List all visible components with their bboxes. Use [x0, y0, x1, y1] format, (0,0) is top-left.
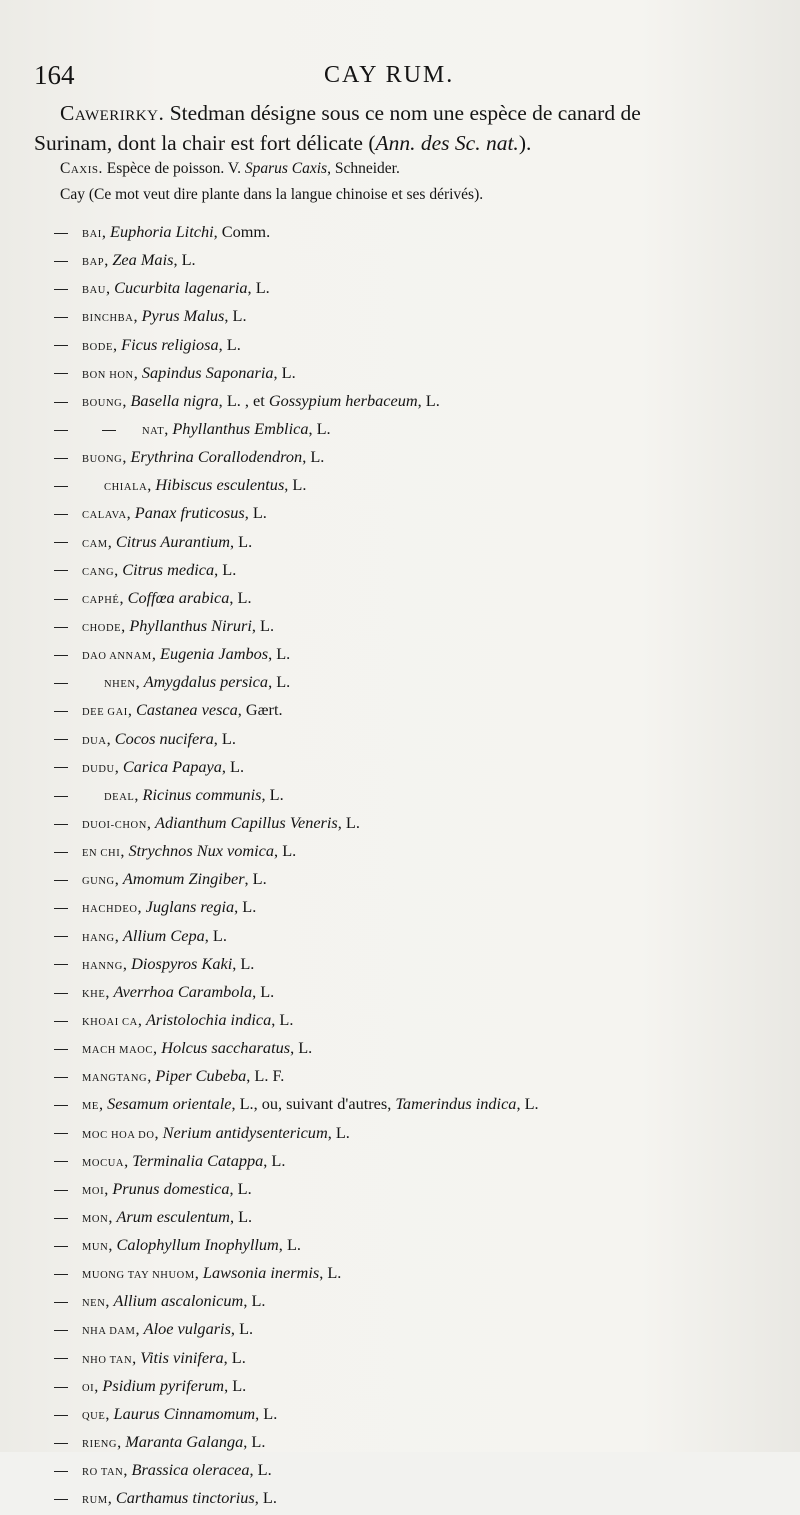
author-abbrev: , L. — [254, 1488, 277, 1508]
dash-mark — [54, 458, 68, 459]
list-item — [54, 471, 774, 499]
separator: , — [134, 784, 143, 804]
plant-vernacular-name: KHE — [82, 988, 106, 1000]
plant-vernacular-name: EN CHI — [82, 848, 121, 860]
list-item — [54, 1175, 774, 1203]
list-item — [54, 612, 774, 640]
separator: , — [105, 1403, 114, 1423]
plant-vernacular-name: HANG — [82, 932, 115, 944]
page-number: 164 — [34, 60, 75, 90]
plant-vernacular-name: MOCUA — [82, 1157, 125, 1169]
plant-vernacular-name: BAI — [82, 229, 102, 240]
running-head: CAY RUM. — [324, 62, 455, 88]
plant-vernacular-name: DEE GAI — [82, 707, 128, 719]
plant-vernacular-name: NHEN — [104, 679, 136, 691]
latin-name: Cocos nucifera — [114, 728, 214, 748]
separator: , — [135, 1319, 144, 1339]
author-abbrev: , L. — [223, 1347, 246, 1367]
separator: , — [154, 1122, 163, 1142]
separator: , — [114, 756, 123, 776]
author-abbrev: , L. — [213, 728, 236, 748]
separator: , — [151, 644, 161, 664]
list-item — [54, 359, 774, 387]
latin-name: Vitis vinifera — [140, 1347, 224, 1367]
list-item — [54, 781, 774, 809]
latin-name: Ricinus communis — [142, 784, 262, 804]
dash-mark — [54, 599, 68, 600]
author-abbrev: , L. , et — [218, 390, 269, 410]
separator: , — [133, 362, 142, 382]
separator: , — [135, 672, 144, 692]
plant-vernacular-name: KHOAI CA — [82, 1016, 138, 1028]
plant-vernacular-name: RO TAN — [82, 1467, 124, 1479]
author-abbrev: , L. — [224, 306, 247, 326]
latin-name: Arum esculentum — [116, 1206, 230, 1226]
plant-vernacular-name: BINCHBA — [82, 313, 134, 325]
dash-mark — [54, 683, 68, 684]
plant-vernacular-name: QUE — [82, 1410, 106, 1422]
latin-name: Lawsonia inermis — [202, 1263, 320, 1283]
author-abbrev: , Comm. — [213, 222, 271, 241]
list-item — [54, 1090, 774, 1118]
separator: , — [133, 306, 142, 326]
latin-name: Basella nigra — [130, 390, 219, 410]
cawerirky-citation: Ann. des Sc. nat. — [375, 131, 519, 155]
author-abbrev: , L. — [247, 278, 270, 298]
entry-cay — [60, 186, 483, 204]
latin-name: Castanea vesca — [136, 700, 238, 720]
dash-mark — [54, 1218, 68, 1219]
dash-mark — [54, 514, 68, 515]
latin-name-alt: Gossypium herbaceum — [268, 390, 418, 410]
latin-name: Cucurbita lagenaria — [114, 278, 248, 298]
latin-name: Carthamus tinctorius — [115, 1488, 255, 1508]
separator: , — [123, 1460, 132, 1480]
list-item — [54, 837, 774, 865]
author-abbrev: , L. — [204, 925, 227, 945]
plant-vernacular-name: DEAL — [104, 791, 135, 803]
separator: , — [106, 728, 115, 748]
plant-vernacular-name: BAU — [82, 285, 106, 297]
author-abbrev: , L. — [173, 250, 196, 270]
separator: , — [112, 334, 122, 354]
author-abbrev: , L. — [251, 615, 275, 635]
plant-vernacular-name: CHODE — [82, 622, 122, 634]
headword-cawerirky: Cawerirky. — [60, 101, 165, 125]
latin-name: Brassica oleracea — [131, 1460, 250, 1480]
plant-vernacular-name: BOUNG — [82, 397, 123, 409]
cawerirky-line-2 — [34, 128, 780, 158]
dash-mark — [54, 796, 68, 797]
latin-name: Sapindus Saponaria — [141, 362, 274, 382]
list-item — [54, 640, 774, 668]
separator: , — [104, 1178, 113, 1198]
list-item — [54, 302, 774, 330]
list-item — [54, 753, 774, 781]
latin-name: Allium ascalonicum — [113, 1291, 244, 1311]
separator: , — [164, 418, 173, 438]
list-item — [54, 218, 774, 246]
plant-vernacular-name: OI — [82, 1382, 95, 1394]
dash-mark — [54, 373, 68, 374]
list-item — [54, 556, 774, 584]
author-abbrev-alt: , L. — [516, 1094, 539, 1114]
author-abbrev: , L. — [243, 1291, 266, 1311]
plant-vernacular-name: CAPHÉ — [82, 594, 120, 606]
list-item — [54, 1456, 774, 1484]
list-item — [54, 809, 774, 837]
plant-vernacular-name: RIENG — [82, 1439, 118, 1451]
dash-mark — [54, 542, 68, 543]
latin-name: Hibiscus esculentus — [155, 475, 285, 495]
list-item — [54, 1259, 774, 1287]
plant-vernacular-name: DUA — [82, 735, 107, 747]
latin-name: Adianthum Capillus Veneris — [155, 812, 338, 832]
dash-mark — [54, 993, 68, 994]
list-item — [54, 246, 774, 274]
dash-mark — [54, 1133, 68, 1134]
dash-mark — [54, 880, 68, 881]
plant-vernacular-name: NHA DAM — [82, 1326, 136, 1338]
caxis-latin: Sparus Caxis — [244, 160, 328, 177]
latin-name: Sesamum orientale — [107, 1094, 232, 1114]
list-item — [54, 1287, 774, 1315]
author-abbrev: , L. — [263, 1150, 286, 1170]
author-abbrev: , L. — [290, 1038, 313, 1058]
dash-mark — [54, 1161, 68, 1162]
author-abbrev: , L. — [337, 812, 360, 832]
dash-mark — [54, 1077, 68, 1078]
author-abbrev: , L. — [252, 981, 275, 1001]
latin-name: Erythrina Corallodendron — [130, 447, 303, 467]
latin-name: Coffœa arabica — [127, 587, 230, 607]
dash-mark — [54, 345, 68, 346]
list-item — [54, 1484, 774, 1512]
caxis-text-1: Espèce de poisson. V. — [102, 160, 245, 177]
author-abbrev: , L. — [244, 869, 267, 889]
separator: , — [98, 1094, 108, 1114]
author-abbrev: , L. F. — [246, 1066, 285, 1086]
latin-name: Eugenia Jambos — [160, 644, 269, 664]
separator: , — [147, 475, 156, 495]
author-abbrev: , L. — [274, 841, 297, 861]
latin-name: Euphoria Litchi — [110, 222, 214, 241]
dash-mark — [54, 1274, 68, 1275]
dash-mark — [54, 1443, 68, 1444]
list-item — [54, 1344, 774, 1372]
author-abbrev: , L. — [302, 447, 325, 467]
separator: , — [117, 1432, 126, 1452]
author-abbrev: , L. — [273, 362, 296, 382]
dash-mark — [54, 1358, 68, 1359]
plant-vernacular-name: NAT — [142, 425, 165, 437]
latin-name: Laurus Cinnamomum — [113, 1403, 256, 1423]
latin-name: Psidium pyriferum — [102, 1375, 225, 1395]
author-abbrev: , L. — [284, 475, 307, 495]
author-abbrev: , L. — [224, 1375, 247, 1395]
dash-mark — [54, 824, 68, 825]
latin-name: Diospyros Kaki — [131, 953, 233, 973]
separator: , — [107, 531, 116, 551]
plant-vernacular-name: BON HON — [82, 369, 134, 381]
list-item — [54, 415, 774, 443]
separator: , — [137, 1009, 146, 1029]
plant-vernacular-name: HACHDEO — [82, 904, 138, 916]
author-abbrev: , L. — [268, 644, 291, 664]
list-item — [54, 978, 774, 1006]
separator: , — [122, 953, 132, 973]
separator: , — [105, 1291, 114, 1311]
entry-list — [54, 218, 774, 1512]
latin-name: Amomum Zingiber — [122, 869, 245, 889]
latin-name: Pyrus Malus — [141, 306, 225, 326]
dash-mark — [54, 1302, 68, 1303]
dash-mark — [54, 627, 68, 628]
cawerirky-text-1: Stedman désigne sous ce nom une espèce de canard de — [164, 101, 641, 125]
list-item — [54, 1400, 774, 1428]
latin-name: Aloe vulgaris — [143, 1319, 231, 1339]
latin-name: Holcus saccharatus — [161, 1038, 291, 1058]
latin-name: Ficus religiosa — [121, 334, 219, 354]
author-abbrev: , L. — [271, 1009, 294, 1029]
dash-mark — [54, 739, 68, 740]
separator: , — [101, 222, 111, 241]
author-abbrev: , L. — [255, 1403, 278, 1423]
latin-name: Phyllanthus Niruri — [129, 615, 252, 635]
dash-mark — [54, 1471, 68, 1472]
latin-name: Citrus Aurantium — [115, 531, 231, 551]
latin-name: Juglans regia — [145, 897, 235, 917]
plant-vernacular-name: NHO TAN — [82, 1354, 133, 1366]
plant-vernacular-name: GUNG — [82, 876, 115, 888]
dash-mark — [54, 964, 68, 965]
separator: , — [105, 278, 115, 298]
list-item — [54, 331, 774, 359]
list-item — [54, 668, 774, 696]
latin-name: Allium Cepa — [122, 925, 205, 945]
author-abbrev: , L. — [234, 897, 257, 917]
dash-mark — [54, 261, 68, 262]
dash-mark — [54, 317, 68, 318]
dash-mark — [54, 570, 68, 571]
plant-vernacular-name: MACH MAOC — [82, 1045, 154, 1057]
dash-mark — [54, 1021, 68, 1022]
plant-vernacular-name: CANG — [82, 566, 115, 578]
page-header — [34, 60, 774, 94]
latin-name: Amygdalus persica — [143, 672, 269, 692]
author-abbrev: , L. — [218, 334, 241, 354]
plant-vernacular-name: MUONG TAY NHUOM — [82, 1270, 195, 1282]
dash-mark — [54, 430, 68, 431]
dash-mark — [54, 1415, 68, 1416]
cawerirky-text-3: ). — [518, 131, 532, 155]
list-item — [54, 1315, 774, 1343]
dash-mark — [54, 1105, 68, 1106]
separator: , — [94, 1375, 103, 1395]
latin-name: Zea Mais — [112, 250, 174, 270]
dash-mark — [54, 233, 68, 234]
author-abbrev: , L. — [268, 672, 291, 692]
dash-mark — [54, 852, 68, 853]
plant-vernacular-name: DAO ANNAM — [82, 651, 152, 663]
plant-vernacular-name: BODE — [82, 341, 113, 353]
entry-cawerirky — [34, 98, 780, 158]
latin-name: Prunus domestica — [112, 1178, 230, 1198]
author-abbrev: , L. — [327, 1122, 350, 1142]
dash-mark — [54, 289, 68, 290]
plant-vernacular-name: CAM — [82, 538, 108, 550]
dash-mark — [54, 1246, 68, 1247]
plant-vernacular-name: CALAVA — [82, 510, 127, 522]
list-item — [54, 1203, 774, 1231]
separator: , — [107, 1488, 116, 1508]
author-abbrev: , L. — [230, 531, 253, 551]
separator: , — [132, 1347, 141, 1367]
list-item — [54, 1147, 774, 1175]
author-abbrev: , L. — [214, 559, 237, 579]
plant-vernacular-name: CHIALA — [104, 482, 148, 494]
separator: , — [108, 1235, 117, 1255]
plant-vernacular-name: RUM — [82, 1495, 108, 1507]
separator: , — [120, 841, 129, 861]
list-item — [54, 274, 774, 302]
list-item — [54, 443, 774, 471]
dash-mark — [54, 767, 68, 768]
dash-mark — [102, 430, 116, 431]
author-abbrev: , L. — [319, 1263, 342, 1283]
list-item — [54, 893, 774, 921]
latin-name: Citrus medica — [122, 559, 215, 579]
list-item — [54, 725, 774, 753]
cay-text: (Ce mot veut dire plante dans la langue chinoise et ses dérivés). — [84, 186, 484, 203]
separator: , — [119, 587, 128, 607]
separator: , — [122, 447, 131, 467]
headword-caxis: Caxis. — [60, 160, 103, 177]
list-item — [54, 584, 774, 612]
dash-mark — [54, 936, 68, 937]
list-item — [54, 1231, 774, 1259]
author-abbrev: , L. — [229, 587, 252, 607]
separator: , — [114, 925, 123, 945]
author-abbrev: , L. — [308, 418, 331, 438]
list-item — [54, 499, 774, 527]
dash-mark — [54, 908, 68, 909]
plant-vernacular-name: ME — [82, 1101, 99, 1113]
dash-mark — [54, 1330, 68, 1331]
cawerirky-text-2: Surinam, dont la chair est fort délicate ( — [34, 131, 376, 155]
dash-mark — [54, 402, 68, 403]
list-item — [54, 1062, 774, 1090]
dash-mark — [54, 1049, 68, 1050]
latin-name: Averrhoa Carambola — [113, 981, 253, 1001]
author-abbrev: , L. — [229, 1178, 252, 1198]
author-abbrev: , L., ou, suivant d'autres, — [231, 1094, 396, 1114]
plant-vernacular-name: DUDU — [82, 763, 115, 775]
separator: , — [114, 559, 123, 579]
author-abbrev: , L. — [249, 1460, 272, 1480]
plant-vernacular-name: MANGTANG — [82, 1073, 148, 1085]
author-abbrev: , L. — [243, 1432, 266, 1452]
plant-vernacular-name: BAP — [82, 257, 105, 269]
list-item — [54, 528, 774, 556]
separator: , — [147, 1066, 156, 1086]
latin-name: Phyllanthus Emblica — [172, 418, 309, 438]
author-abbrev: , L. — [261, 784, 284, 804]
list-item — [54, 865, 774, 893]
author-abbrev: , L. — [244, 503, 267, 523]
latin-name: Calophyllum Inophyllum — [116, 1235, 279, 1255]
plant-vernacular-name: MOI — [82, 1185, 105, 1197]
list-item — [54, 1119, 774, 1147]
plant-vernacular-name: NEN — [82, 1298, 106, 1310]
list-item — [54, 922, 774, 950]
author-abbrev: , L. — [221, 756, 245, 776]
list-item — [54, 950, 774, 978]
dash-mark — [54, 655, 68, 656]
plant-vernacular-name: BUONG — [82, 454, 123, 466]
list-item — [54, 387, 774, 415]
separator: , — [126, 503, 135, 523]
plant-vernacular-name: MON — [82, 1213, 109, 1225]
author-abbrev: , L. — [229, 1206, 253, 1226]
list-item — [54, 1034, 774, 1062]
author-abbrev: , L. — [230, 1319, 254, 1339]
dash-mark — [54, 711, 68, 712]
author-abbrev: , L. — [232, 953, 255, 973]
plant-vernacular-name: MUN — [82, 1242, 109, 1254]
caxis-text-2: , Schneider. — [327, 160, 400, 177]
author-abbrev: , Gært. — [237, 700, 283, 720]
author-abbrev-alt: , L. — [417, 390, 440, 410]
dash-mark — [54, 486, 68, 487]
separator: , — [108, 1206, 117, 1226]
separator: , — [137, 897, 146, 917]
separator: , — [105, 981, 114, 1001]
dash-mark — [54, 1387, 68, 1388]
separator: , — [153, 1038, 162, 1058]
latin-name: Carica Papaya — [122, 756, 222, 776]
separator: , — [104, 250, 113, 270]
plant-vernacular-name: HANNG — [82, 960, 123, 972]
headword-cay: Cay — [60, 186, 85, 203]
latin-name: Maranta Galanga — [125, 1432, 244, 1452]
entry-caxis — [60, 160, 400, 178]
list-item — [54, 1372, 774, 1400]
separator: , — [114, 869, 123, 889]
list-item — [54, 1006, 774, 1034]
dash-mark — [54, 1499, 68, 1500]
plant-vernacular-name: DUOI-CHON — [82, 819, 147, 831]
latin-name: Aristolochia indica — [145, 1009, 272, 1029]
separator: , — [124, 1150, 133, 1170]
latin-name: Nerium antidysentericum — [162, 1122, 328, 1142]
separator: , — [122, 390, 131, 410]
latin-name: Panax fruticosus — [134, 503, 245, 523]
separator: , — [127, 700, 137, 720]
latin-name: Piper Cubeba — [155, 1066, 247, 1086]
separator: , — [121, 615, 130, 635]
latin-name-alt: Tamerindus indica — [395, 1094, 517, 1114]
dash-mark — [54, 1190, 68, 1191]
author-abbrev: , L. — [278, 1235, 301, 1255]
list-item — [54, 696, 774, 724]
latin-name: Terminalia Catappa — [132, 1150, 264, 1170]
separator: , — [146, 812, 156, 832]
latin-name: Strychnos Nux vomica — [128, 841, 275, 861]
plant-vernacular-name: MOC HOA DO — [82, 1129, 155, 1141]
separator: , — [194, 1263, 203, 1283]
